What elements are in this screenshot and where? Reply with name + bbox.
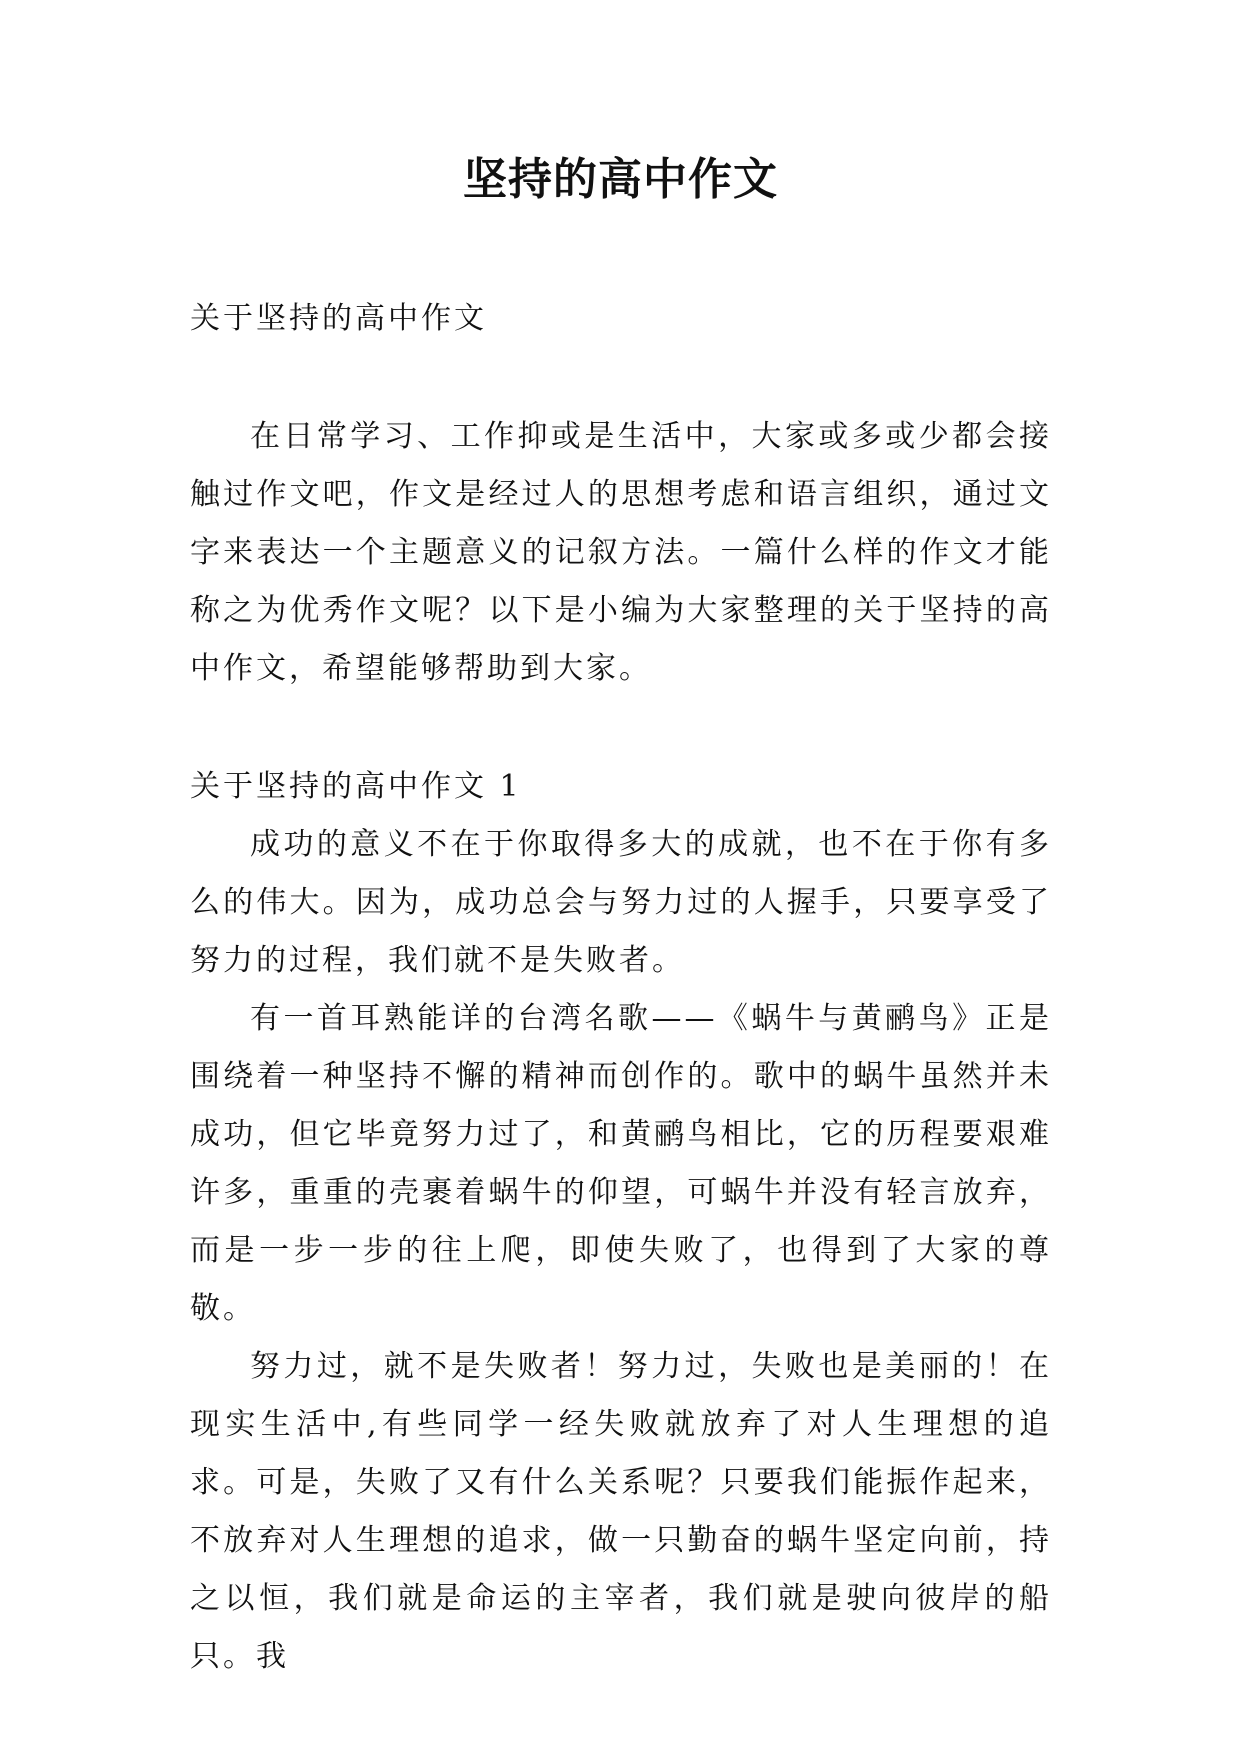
- spacer: [190, 348, 1052, 408]
- document-title: 坚持的高中作文: [463, 154, 778, 205]
- intro-paragraph: 在日常学习、工作抑或是生活中，大家或多或少都会接触过作文吧，作文是经过人的思想考虑和语言组织，通过文字来表达一个主题意义的记叙方法。一篇什么样的作文才能称之为优秀作文呢？以下是小编为大家整理的关于坚持的高中作文，希望能够帮助到大家。: [190, 419, 1052, 686]
- spacer: [190, 698, 1052, 758]
- body-paragraph: 有一首耳熟能详的台湾名歌——《蜗牛与黄鹂鸟》正是围绕着一种坚持不懈的精神而创作的。歌中的蜗牛虽然并未成功，但它毕竟努力过了，和黄鹂鸟相比，它的历程要艰难许多，重重的壳裹着蜗牛的仰望，可蜗牛并没有轻言放弃，而是一步一步的往上爬，即使失败了，也得到了大家的尊敬。: [190, 1001, 1052, 1326]
- body-paragraph: 成功的意义不在于你取得多大的成就，也不在于你有多么的伟大。因为，成功总会与努力过的人握手，只要享受了努力的过程，我们就不是失败者。: [190, 827, 1052, 978]
- document-subtitle: 关于坚持的高中作文: [190, 301, 487, 336]
- section-heading: 关于坚持的高中作文 1: [190, 769, 522, 804]
- body-paragraph: 努力过，就不是失败者！努力过，失败也是美丽的！在现实生活中,有些同学一经失败就放弃了对人生理想的追求。可是，失败了又有什么关系呢？只要我们能振作起来，不放弃对人生理想的追求，做一只勤奋的蜗牛坚定向前，持之以恒，我们就是命运的主宰者，我们就是驶向彼岸的船只。我: [190, 1349, 1052, 1674]
- document-body: [190, 290, 1052, 1686]
